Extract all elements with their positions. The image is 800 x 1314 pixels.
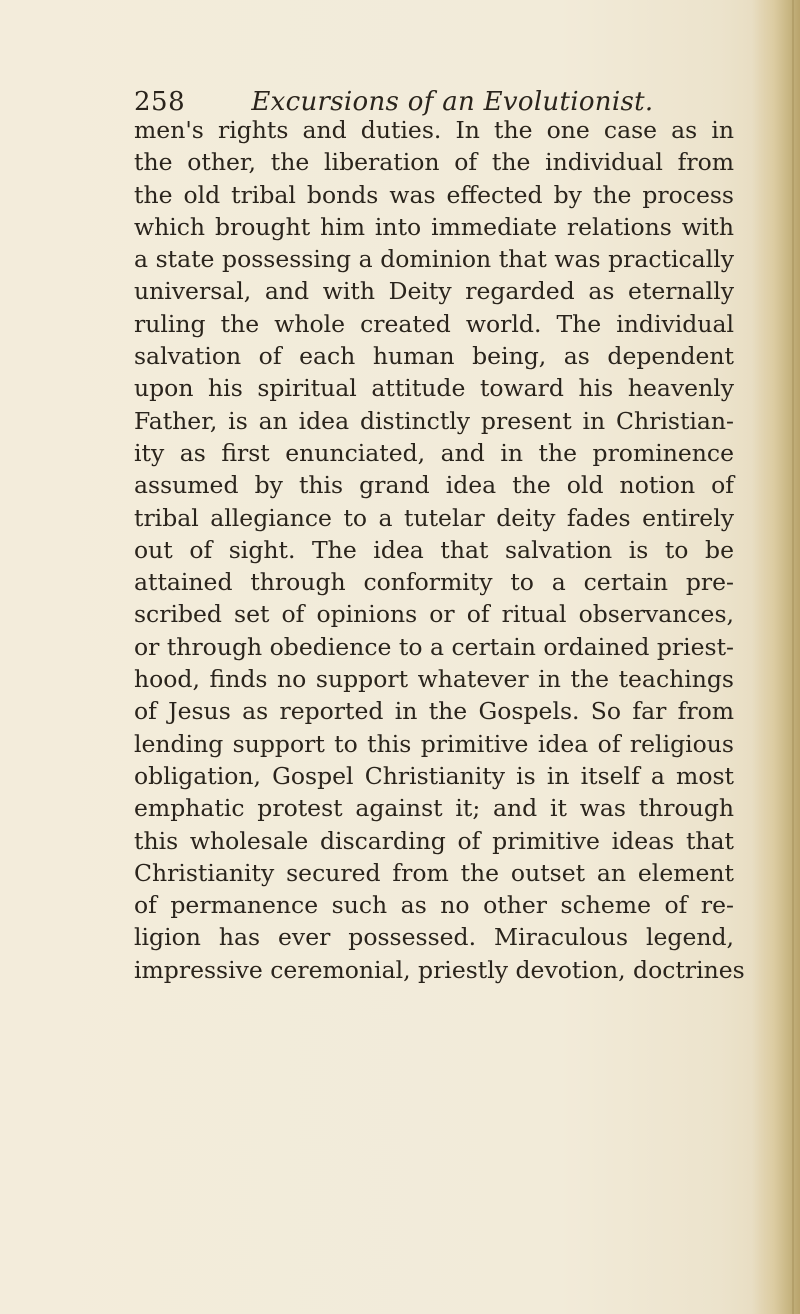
text-line: men's rights and duties. In the one case as in xyxy=(134,116,734,144)
text-line: emphatic protest against it; and it was through xyxy=(134,794,734,823)
text-line: ligion has ever possessed. Miraculous legend, xyxy=(134,923,734,952)
text-line: attained through conformity to a certain pre- xyxy=(134,568,734,597)
running-title: Excursions of an Evolutionist. xyxy=(251,87,654,117)
page-edge-line xyxy=(792,0,794,1314)
text-line: assumed by this grand idea the old notion of xyxy=(134,471,734,500)
text-line: impressive ceremonial, priestly devotion, doctrines xyxy=(134,955,745,984)
text-line: of Jesus as reported in the Gospels. So far from xyxy=(134,697,734,726)
text-line: salvation of each human being, as dependent xyxy=(134,342,734,371)
text-line: tribal allegiance to a tutelar deity fades entirely xyxy=(134,503,734,532)
text-line: or through obedience to a certain ordained priest- xyxy=(134,632,734,661)
text-line: this wholesale discarding of primitive ideas that xyxy=(134,826,734,855)
text-line: ity as first enunciated, and in the prominence xyxy=(134,438,734,467)
text-line: obligation, Gospel Christianity is in itself a most xyxy=(134,761,734,790)
text-line: which brought him into immediate relations with xyxy=(134,212,734,241)
text-line: lending support to this primitive idea of religious xyxy=(134,729,734,758)
text-line: Father, is an idea distinctly present in Christian- xyxy=(134,406,734,435)
text-line: upon his spiritual attitude toward his heavenly xyxy=(134,374,734,403)
text-line: scribed set of opinions or of ritual observances, xyxy=(134,600,734,629)
text-line: of permanence such as no other scheme of re- xyxy=(134,891,734,920)
text-line: the other, the liberation of the individual from xyxy=(134,148,734,177)
text-line: hood, finds no support whatever in the teachings xyxy=(134,665,734,694)
text-line: a state possessing a dominion that was practically xyxy=(134,245,734,274)
page-number: 258 xyxy=(134,87,186,117)
text-line: Christianity secured from the outset an element xyxy=(134,858,734,887)
text-line: ruling the whole created world. The individual xyxy=(134,309,734,338)
text-line: out of sight. The idea that salvation is to be xyxy=(134,535,734,564)
text-line: universal, and with Deity regarded as eternally xyxy=(134,277,734,306)
body-text xyxy=(134,114,745,986)
text-line: the old tribal bonds was effected by the process xyxy=(134,180,734,209)
